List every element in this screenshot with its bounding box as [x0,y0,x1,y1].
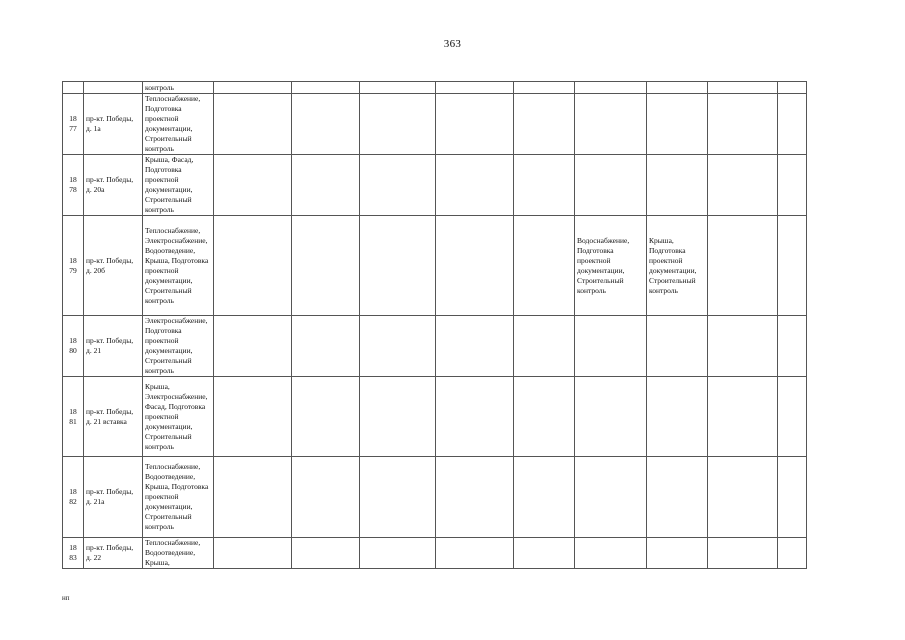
empty-cell [292,316,360,377]
address-cell: пр-кт. Победы, д. 22 [84,538,143,569]
empty-cell [514,94,575,155]
empty-cell [708,216,778,316]
empty-cell [778,155,807,216]
empty-cell [514,216,575,316]
empty-cell [778,316,807,377]
empty-cell [708,377,778,457]
empty-cell [436,155,514,216]
col9-works-cell [647,538,708,569]
repair-schedule-table [62,81,807,569]
table-row [63,316,807,377]
empty-cell [708,155,778,216]
empty-cell [360,216,436,316]
empty-cell [214,216,292,316]
empty-cell [360,377,436,457]
empty-cell [214,316,292,377]
works-cell: Электроснабжение, Подготовка проектной документации, Строительный контроль [143,316,214,377]
empty-cell [360,538,436,569]
empty-cell [360,155,436,216]
col8-works-cell: Водоснабжение, Подготовка проектной документации, Строительный контроль [575,216,647,316]
table-row-top-fragment [63,82,807,94]
number-cell: 18 82 [63,457,84,538]
empty-cell [436,538,514,569]
empty-cell [514,155,575,216]
empty-cell [778,377,807,457]
empty-cell [292,457,360,538]
address-cell: пр-кт. Победы, д. 20б [84,216,143,316]
empty-cell [214,94,292,155]
empty-cell [292,216,360,316]
number-cell: 18 80 [63,316,84,377]
works-cell: Теплоснабжение, Подготовка проектной документации, Строительный контроль [143,94,214,155]
works-cell: Теплоснабжение, Водоотведение, Крыша, [143,538,214,569]
number-cell: 18 83 [63,538,84,569]
empty-cell [292,94,360,155]
col8-works-cell [575,94,647,155]
empty-cell [360,94,436,155]
number-cell [63,82,84,94]
empty-cell [436,377,514,457]
works-cell: Крыша, Электроснабжение, Фасад, Подготовка проектной документации, Строительный контроль [143,377,214,457]
empty-cell [778,216,807,316]
empty-cell [514,457,575,538]
address-cell: пр-кт. Победы, д. 1а [84,94,143,155]
empty-cell [292,155,360,216]
table-row [63,94,807,155]
address-cell [84,82,143,94]
number-cell: 18 81 [63,377,84,457]
empty-cell [514,377,575,457]
table-row [63,155,807,216]
address-cell: пр-кт. Победы, д. 21 вставка [84,377,143,457]
empty-cell [778,94,807,155]
empty-cell [708,538,778,569]
empty-cell [436,94,514,155]
works-cell: Теплоснабжение, Водоотведение, Крыша, Подготовка проектной документации, Строительный контроль [143,457,214,538]
table-row [63,457,807,538]
number-cell: 18 78 [63,155,84,216]
empty-cell [778,457,807,538]
address-cell: пр-кт. Победы, д. 20а [84,155,143,216]
empty-cell [708,457,778,538]
empty-cell [436,216,514,316]
empty-cell [708,316,778,377]
col9-works-cell: Крыша, Подготовка проектной документации, Строительный контроль [647,216,708,316]
page-number: 363 [443,38,462,50]
works-cell: контроль [143,82,214,94]
empty-cell [292,538,360,569]
col8-works-cell [575,316,647,377]
works-cell: Теплоснабжение, Электроснабжение, Водоотведение, Крыша, Подготовка проектной документации, Строительный контроль [143,216,214,316]
empty-cell [214,377,292,457]
table-row [63,377,807,457]
works-cell: Крыша, Фасад, Подготовка проектной документации, Строительный контроль [143,155,214,216]
empty-cell [360,316,436,377]
address-cell: пр-кт. Победы, д. 21а [84,457,143,538]
col9-works-cell [647,94,708,155]
col8-works-cell [575,538,647,569]
address-cell: пр-кт. Победы, д. 21 [84,316,143,377]
col8-works-cell [575,457,647,538]
table-body [63,82,807,569]
col9-works-cell [647,316,708,377]
empty-cell [436,457,514,538]
col9-works-cell [647,155,708,216]
table-row [63,538,807,569]
footer-mark: нп [62,594,70,602]
col8-works-cell [575,155,647,216]
empty-cell [214,155,292,216]
empty-cell [292,377,360,457]
number-cell: 18 79 [63,216,84,316]
table-row [63,216,807,316]
empty-cell [436,316,514,377]
empty-cell [360,457,436,538]
col9-works-cell [647,457,708,538]
empty-cell [514,538,575,569]
empty-cell [214,457,292,538]
col8-works-cell [575,377,647,457]
empty-cell [708,94,778,155]
empty-cell [778,538,807,569]
empty-cell [514,316,575,377]
number-cell: 18 77 [63,94,84,155]
col9-works-cell [647,377,708,457]
empty-cell [214,538,292,569]
